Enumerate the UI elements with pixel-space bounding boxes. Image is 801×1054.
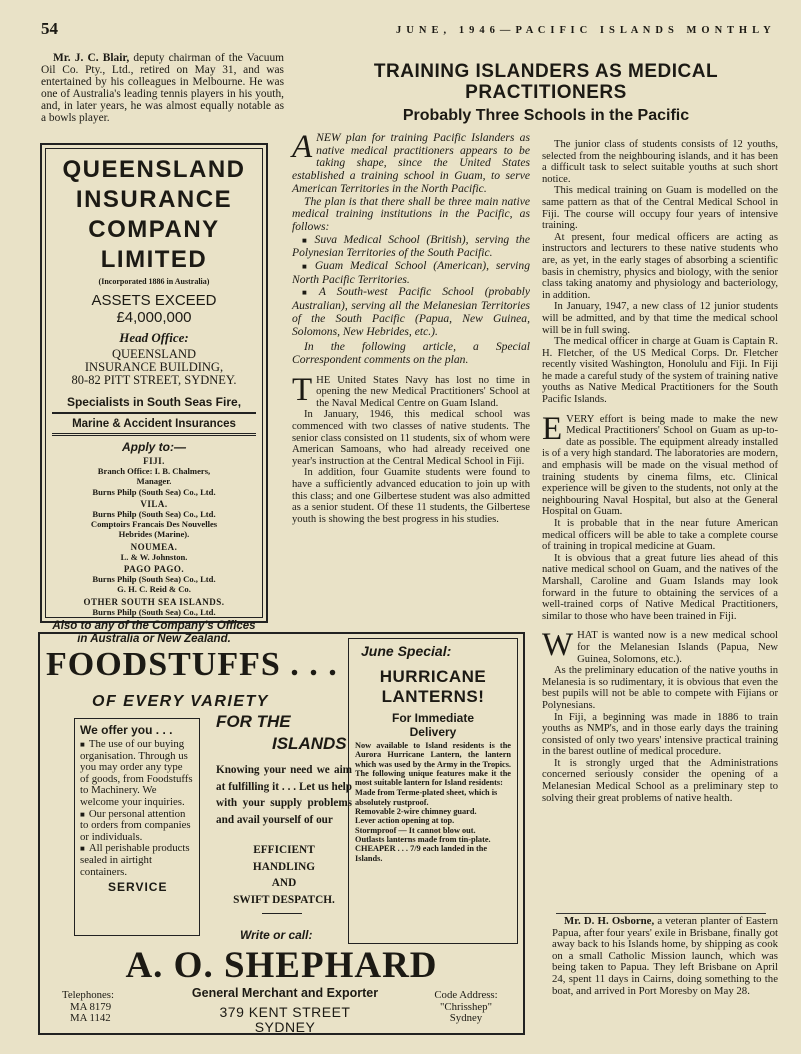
special-body: Now available to Island residents is the Aurora Hurricane Lantern, the lantern which was used by the Army in the Tropics. The following unique features make it the most suitable lantern for Island residents: [355,741,511,788]
r1-text: The junior class of students consists of 12 youths, selected from the neighbouring islands, and it has been a difficult task to select suitable youths at such short notice. [542,139,778,185]
osborne-note [552,916,778,997]
blair-name: Mr. J. C. Blair, [53,52,130,64]
code-value: "Chrisshep" [439,1000,492,1013]
feature-item: Stormproof — It cannot blow out. [355,825,476,835]
offer-item: ■ All perishable products sealed in airtight containers. [80,843,194,878]
p2-text: In January, 1946, this medical school was commenced with two classes of native students. The senior class consisted on 11 students, six of whom were American Samoans, who had already received one year's instruction at the Central Medical School in Fiji. [292,409,530,467]
school-item: ■ A South-west Pacific School (probably Australian), serving all the Melanesian Territories of the South Pacific (Papua, New Guinea, Solomons, New Hebrides, etc.). [292,286,530,338]
company-address: 379 KENT STREET [219,1004,351,1020]
telephone-number: MA 1142 [70,1012,111,1024]
offer-title: We offer you . . . [80,723,173,737]
article-right-column [542,139,778,804]
r5-text: The medical officer in charge at Guam is Captain R. H. Fletcher, of the US Medical Corps. Dr. Fletcher recently visited Washington, Honolulu and Fiji. In Fiji he made a careful study of the system of training native youths as Native Medical Practitioners for the South Pacific Islands. [542,336,778,406]
company-name: A. O. SHEPHARD [125,945,438,986]
r6-text: VERY effort is being made to make the new Medical Practitioners' School on Guam as up-to-date as possible. The equipment already installed is of a very high standard. The laboratories are modern, and emphasis will be made on the visual method of training students by cinema films, etc. Clinical experience will be given to the students, not only at the neighbouring Naval Hospital, but also at the General Hospital on Guam. [542,413,778,518]
code-label: Code Address: [434,989,498,1001]
islands-label: ISLANDS [272,734,347,753]
r3-text: At present, four medical officers are acting as instructors and lecturers to these native students who are, as yet, in the early stages of absorbing a scientific basis in chemistry, physics and biology, with the senior class taking anatomy and physiology and bacteriology, in addition. [542,231,778,301]
article-middle-column [292,129,530,525]
blair-text: deputy chairman of the Vacuum Oil Co. Pty., Ltd., retired on May 31, and was entertained by his colleagues in Melbourne. He was one of Australia's leading tennis players in his youth, and, in later years, he was almost equally notable as a bowls player. [41,52,284,124]
swift-label: SWIFT DESPATCH. [233,893,335,906]
insurance-name: QUEENSLAND INSURANCE COMPANY LIMITED [62,156,246,273]
delivery-label: Delivery [409,725,457,739]
intro-text: NEW plan for training Pacific Islanders as native medical practitioners appears to be taking shape, since the United States established a training school in Guam, to serve American Territories in the North Pacific. [292,131,530,195]
column-divider [556,913,766,914]
feature-item: Lever action opening at top. [355,816,455,826]
feature-item: Made from Terme-plated sheet, which is absolutely rustproof. [355,788,498,807]
r9-text: HAT is wanted now is a new medical school for the Melanesian Islands (Papua, New Guinea, Solomons, etc.). [577,630,778,665]
page-number: 54 [41,19,58,38]
head-office-label: Head Office: [119,330,189,345]
service-label: SERVICE [108,880,168,895]
cheaper-line: CHEAPER . . . 7/9 each landed in the Islands. [355,844,488,863]
marine-line: Marine & Accident Insurances [52,418,256,436]
and-label: AND [271,877,297,889]
osborne-text: a veteran planter of Eastern Papua, after four years' exile in Brisbane, finally got away back to his Islands home, by shipping as cook on a small Catholic Mission launch, which was being taken to Papua. They left Brisbane on April 24, spent 11 days in Cairns, doing something to the boat, and arrived in Port Moresby on May 28. [552,915,778,997]
short-rule [262,913,302,914]
r11-text: In Fiji, a beginning was made in 1886 to train youths as NMP's, and in those early days the training consisted of only two years' intensive practical training in the barest outline of medical procedure. [542,711,778,758]
every-variety: OF EVERY VARIETY [92,693,269,710]
r7-text: It is probable that in the near future American medical officers will be able to take a complete course of training in tropical medicine at Guam. [542,518,778,553]
hurricane-label: HURRICANE [379,667,487,686]
blair-note [41,52,284,124]
telephones-block [62,990,114,1025]
knowing-text: Knowing your need we aim at fulfilling it . . . Let us help with your supply problems and avail yourself of our [216,764,352,826]
article-title: TRAINING ISLANDERS AS MEDICAL PRACTITIONERS [373,61,719,103]
p1-text: HE United States Navy has lost no time in opening the new Medical Practitioners' School at the Naval Medical Centre on Guam Island. [316,374,530,409]
apply-to: Apply to:— [122,440,186,454]
lanterns-label: LANTERNS! [381,687,485,706]
code-city: Sydney [449,1012,483,1024]
running-title: J U N E , 1 9 4 6 — P A C I F I C I S L A N D S M O N T H L Y [396,25,772,36]
intro-following: In the following article, a Special Correspondent comments on the plan. [292,340,530,366]
head-office-address: QUEENSLAND INSURANCE BUILDING, 80-82 PITT STREET, SYDNEY. [71,347,237,387]
offer-item: ■ Our personal attention to orders from companies or individuals. [80,809,194,844]
feature-item: Removable 2-wire chimney guard. [355,807,477,817]
incorporated-note: (Incorporated 1886 in Australia) [98,277,210,286]
insurance-ad [40,143,268,646]
r8-text: It is obvious that a great future lies ahead of this native medical school on Guam, and the natives of the Marshall, Caroline and Guam Islands may look forward in the future to obtaining the services of a well-trained corps of Native Medical Practitioners, similar to those who have been trained in Fiji. [542,552,778,622]
efficient-handling [216,842,352,908]
write-or-call: Write or call: [240,928,313,942]
p3-text: In addition, four Guamite students were found to have a sufficiently advanced education to join up with this class; and one Gilbertese student was also admitted as a senior student. Of these 11 students, the Gilbertese youth is showing the best progress in his studies. [292,467,530,525]
r9-dropcap: W [542,627,574,664]
agents-list: FIJI. Branch Office: I. B. Chalmers, Manager. Burns Philp (South Sea) Co., Ltd. VILA. Burns Philp (South Sea) Co., Ltd. Comptoirs Francais Des Nouvelles Hebrides (Marine). NOUMEA. L. & W. Johnston. PAGO PAGO. Burns Philp (South Sea) Co., Ltd. G. H. C. Reid & Co. OTHER SOUTH SEA ISLANDS. Burns Philp (South Sea) Co., Ltd. [83,456,225,617]
handling-label: HANDLING [252,860,316,873]
osborne-name: Mr. D. H. Osborne, [564,915,655,927]
efficient-label: EFFICIENT [253,844,315,856]
special-title: June Special: [361,643,452,659]
foodstuffs-headline: FOODSTUFFS . . . [46,646,338,683]
intro-plan: The plan is that there shall be three main native medical training institutions in the Pacific, as follows: [292,194,530,233]
r6-dropcap: E [542,410,563,447]
r2-text: This medical training on Guam is modelled on the same pattern as that of the Central Medical School in Fiji. The course will occupy four years of intensive training. [542,185,778,232]
intro-dropcap: A [292,129,313,165]
school-item: ■ Suva Medical School (British), serving the Polynesian Territories of the South Pacific. [292,234,530,260]
also-offices: Also to any of the Company's Offices in Australia or New Zealand. [52,620,256,646]
p1-dropcap: T [292,371,313,408]
company-descriptor: General Merchant and Exporter [191,986,379,1000]
r12-text: It is strongly urged that the Administrations concerned seriously consider the opening of a Melanesian Medical School as a preliminary step to solving their great problems of native health. [542,757,778,804]
assets-line: ASSETS EXCEED £4,000,000 [91,292,217,326]
offer-item: ■ The use of our buying organisation. Through us you may order any type of goods, from Foodstuffs to Machinery. We welcome your inquiries. [80,739,194,809]
for-immediate: For Immediate [391,711,475,725]
code-address-block [410,990,522,1025]
feature-item: Outlasts lanterns made from tin-plate. [355,834,491,844]
special-box [348,638,518,944]
company-city: SYDNEY [254,1019,316,1035]
specialists-line: Specialists in South Seas Fire, [52,395,256,414]
school-item: ■ Guam Medical School (American), serving North Pacific Territories. [292,260,530,286]
offer-box [74,718,200,936]
telephone-number: MA 8179 [70,1000,112,1013]
shephard-ad [38,632,525,1035]
for-the: FOR THE [216,712,291,731]
article-subtitle: Probably Three Schools in the Pacific [402,107,690,124]
r10-text: As the preliminary education of the native youths in Melanesia is so rudimentary, it is obvious that even the best pupils will not be able to compete with Fijians or Polynesians. [542,665,778,711]
telephones-label: Telephones: [62,989,115,1001]
r4-text: In January, 1947, a new class of 12 junior students will be admitted, and by that time the medical school will be in full swing. [542,301,778,336]
